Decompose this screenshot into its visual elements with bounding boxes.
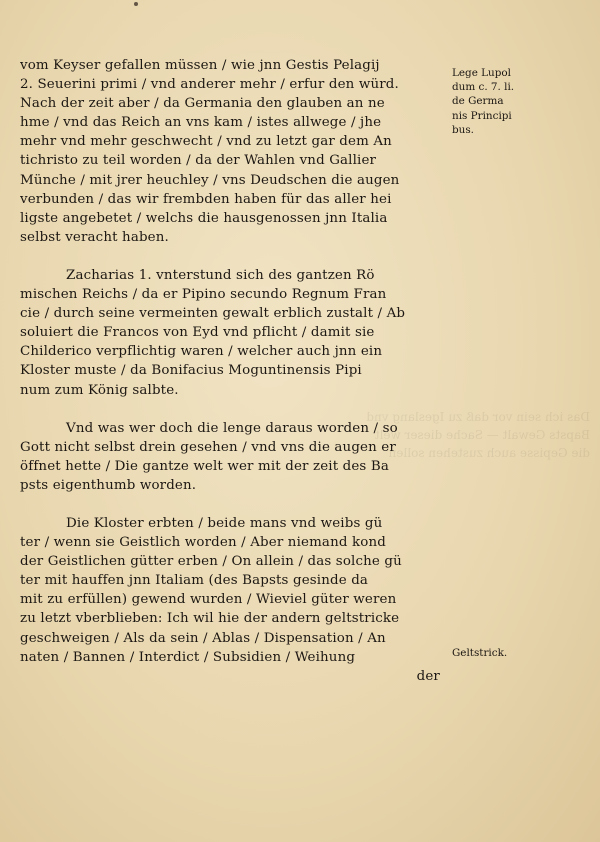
text-line: num zum König salbte. [20, 382, 179, 398]
text-line: tichristo zu teil worden / da der Wahlen vnd Gallier [20, 153, 377, 169]
text-line: Die Kloster erbten / beide mans vnd weibs gü [66, 515, 383, 531]
text-line: der Geistlichen gütter erben / On allein / das solche gü [20, 554, 402, 570]
margin-note-line: bus. [452, 123, 474, 136]
margin-note-lege-lupoldum [452, 66, 514, 137]
text-line: mehr vnd mehr geschwecht / vnd zu letzt gar dem An [20, 134, 392, 150]
text-line: Vnd was wer doch die lenge daraus worden / so [66, 420, 398, 436]
ink-spot [134, 2, 138, 6]
text-line: Münche / mit jrer heuchley / vns Deudschen die augen [20, 172, 400, 188]
text-line: cie / durch seine vermeinten gewalt erblich zustalt / Ab [20, 306, 406, 322]
paragraph [20, 419, 446, 495]
text-line: Childerico verpflichtig waren / welcher auch jnn ein [20, 344, 383, 360]
catchword: der [416, 668, 440, 684]
margin-note-line: dum c. 7. li. [452, 81, 515, 94]
text-line: öffnet hette / Die gantze welt wer mit der zeit des Ba [20, 458, 389, 474]
paragraph [20, 514, 446, 667]
text-line: vom Keyser gefallen müssen / wie jnn Gestis Pelagij [20, 58, 380, 73]
text-line: ter mit hauffen jnn Italiam (des Bapsts gesinde da [20, 573, 369, 589]
text-line: ter / wenn sie Geistlich worden / Aber niemand kond [20, 535, 386, 551]
text-line: psts eigenthumb worden. [20, 477, 197, 493]
text-line: verbunden / das wir frembden haben für das aller hei [20, 191, 392, 207]
text-line: Gott nicht selbst drein gesehen / vnd vns die augen er [20, 439, 396, 455]
text-line: Kloster muste / da Bonifacius Moguntinensis Pipi [20, 363, 362, 379]
margin-note-line: Geltstrick. [452, 647, 508, 659]
text-line: zu letzt vberblieben: Ich wil hie der andern geltstricke [20, 611, 400, 627]
text-line: mit zu erfüllen) gewend wurden / Wieviel güter weren [20, 592, 397, 608]
main-text-column [20, 56, 446, 686]
text-line: Nach der zeit aber / da Germania den glauben an ne [20, 96, 385, 112]
text-line: ligste angebetet / welchs die hausgenossen jnn Italia [20, 210, 388, 226]
text-line: geschweigen / Als da sein / Ablas / Dispensation / An [20, 630, 386, 646]
text-line: soluiert die Francos von Eyd vnd pflicht / damit sie [20, 325, 375, 341]
margin-note-line: Lege Lupol [452, 67, 511, 79]
margin-note-line: de Germa [452, 95, 504, 108]
text-line: hme / vnd das Reich an vns kam / istes allwege / jhe [20, 115, 382, 131]
text-line: selbst veracht haben. [20, 229, 169, 245]
text-line: Zacharias 1. vnterstund sich des gantzen Rö [66, 267, 375, 283]
show-through-text: Das ich sein vor daß zu Igeslang vnd Bapsts Gewalt — Sache dieser welt die Gepisse auch zustehen sollen [366, 410, 590, 460]
paragraph [20, 266, 446, 400]
text-line: mischen Reichs / da er Pipino secundo Regnum Fran [20, 287, 387, 303]
paragraph [20, 56, 446, 247]
text-line: naten / Bannen / Interdict / Subsidien / Weihung [20, 649, 356, 665]
margin-note-line: nis Principi [452, 109, 512, 122]
text-line: 2. Seuerini primi / vnd anderer mehr / erfur den würd. [20, 77, 399, 93]
margin-note-geltstrick [452, 646, 507, 660]
